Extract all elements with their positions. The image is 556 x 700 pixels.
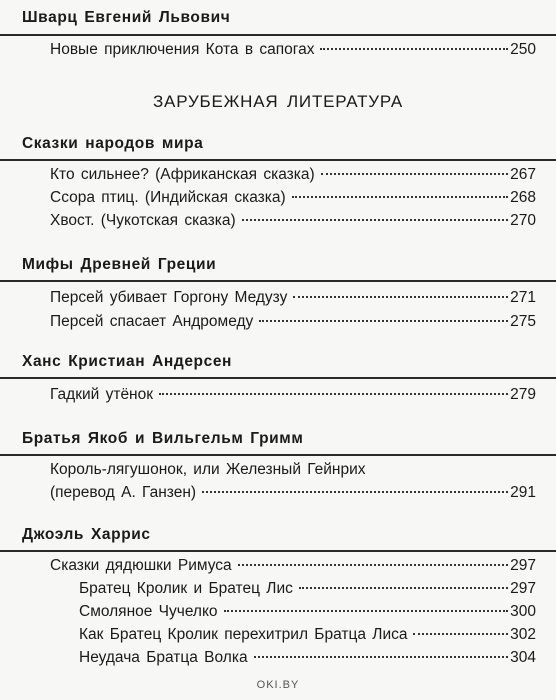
author-heading: Братья Якоб и Вильгельм Гримм [22,430,304,447]
divider [0,280,556,282]
entry-title: Кто сильнее? (Африканская сказка) [50,166,315,183]
entry-page: 275 [510,313,536,330]
entry-page: 304 [510,649,536,666]
toc-entry [79,626,536,644]
dot-leader [321,173,508,175]
author-heading: Джоэль Харрис [22,526,151,543]
entry-page: 267 [510,166,536,183]
entry-title: Новые приключения Кота в сапогах [50,41,315,58]
entry-title: Гадкий утёнок [50,386,154,403]
dot-leader [254,656,509,658]
toc-entry [50,557,536,575]
dot-leader [320,48,508,50]
toc-entry [50,212,536,230]
author-heading: Сказки народов мира [22,135,204,152]
toc-entry [50,189,536,207]
entry-page: 291 [510,484,536,501]
toc-entry [50,41,536,59]
toc-entry [79,603,536,621]
entry-page: 297 [510,557,536,574]
dot-leader [159,393,508,395]
entry-title: Сказки дядюшки Римуса [50,557,232,574]
dot-leader [413,633,508,635]
section-title: ЗАРУБЕЖНАЯ ЛИТЕРАТУРА [152,92,403,111]
entry-title: Ссора птиц. (Индийская сказка) [50,189,286,206]
author-heading: Мифы Древней Греции [22,256,217,273]
toc-entry [79,649,536,667]
entry-page: 271 [510,289,536,306]
entry-title: Неудача Братца Волка [79,649,248,666]
divider [0,550,556,552]
divider [0,159,556,161]
entry-title: (перевод А. Ганзен) [50,484,197,501]
toc-entry [79,580,536,598]
toc-entry [50,386,536,404]
entry-title: Хвост. (Чукотская сказка) [50,212,236,229]
dot-leader [293,296,508,298]
entry-title: Как Братец Кролик перехитрил Братца Лиса [79,626,408,643]
entry-title: Персей убивает Горгону Медузу [50,289,288,306]
dot-leader [292,196,508,198]
divider [0,377,556,379]
toc-entry [50,289,536,307]
entry-page: 270 [510,212,536,229]
divider [0,34,556,36]
toc-entry [50,484,536,502]
dot-leader [259,320,508,322]
author-heading: Ханс Кристиан Андерсен [22,353,233,370]
toc-entry [50,313,536,331]
dot-leader [224,610,509,612]
entry-page: 297 [510,580,536,597]
entry-page: 268 [510,189,536,206]
dot-leader [299,587,508,589]
dot-leader [202,491,508,493]
dot-leader [238,564,508,566]
entry-title: Персей спасает Андромеду [50,313,254,330]
toc-entry [50,166,536,184]
entry-title: Братец Кролик и Братец Лис [79,580,293,597]
entry-title: Смоляное Чучелко [79,603,218,620]
entry-page: 302 [510,626,536,643]
dot-leader [242,219,508,221]
entry-page: 279 [510,386,536,403]
entry-title: Король-лягушонок, или Железный Гейнрих [50,461,366,478]
divider [0,454,556,456]
watermark: OKI.BY [256,679,300,691]
author-heading: Шварц Евгений Львович [22,9,231,26]
entry-page: 250 [510,41,536,58]
entry-page: 300 [510,603,536,620]
